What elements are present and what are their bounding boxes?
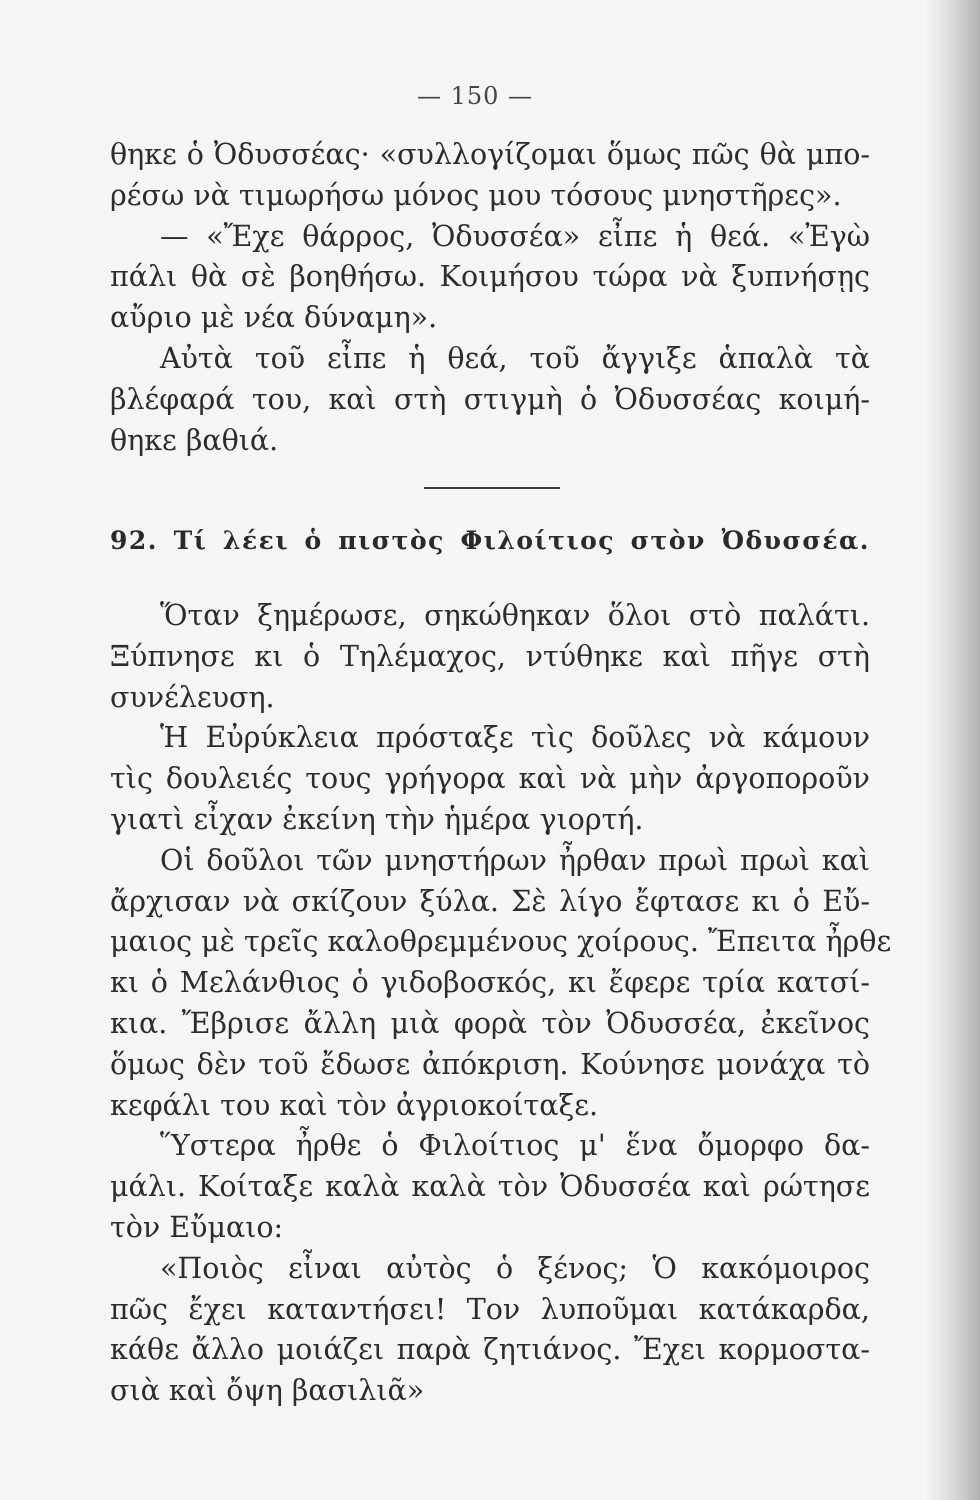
section-divider: [424, 487, 560, 489]
text-line: κια. Ἔβρισε ἄλλη μιὰ φορὰ τὸν Ὀδυσσέα, ἐκεῖνος: [110, 1006, 870, 1040]
text-line: μάλι. Κοίταξε καλὰ καλὰ τὸν Ὀδυσσέα καὶ ρώτησε: [110, 1170, 870, 1204]
text-line: ἄρχισαν νὰ σκίζουν ξύλα. Σὲ λίγο ἔφτασε κι ὁ Εὔ-: [110, 884, 870, 918]
text-line: — «Ἔχε θάρρος, Ὀδυσσέα» εἶπε ἡ θεά. «Ἐγὼ: [160, 219, 870, 253]
text-line: Αὐτὰ τοῦ εἶπε ἡ θεά, τοῦ ἄγγιξε ἁπαλὰ τὰ: [160, 341, 870, 375]
text-line: κάθε ἄλλο μοιάζει παρὰ ζητιάνος. Ἔχει κορμοστα-: [110, 1333, 870, 1367]
text-line: «Ποιὸς εἶναι αὐτὸς ὁ ξένος; Ὁ κακόμοιρος: [160, 1251, 870, 1285]
text-line: ὅμως δὲν τοῦ ἔδωσε ἀπόκριση. Κούνησε μονάχα τὸ: [110, 1047, 870, 1081]
text-line: πάλι θὰ σὲ βοηθήσω. Κοιμήσου τώρα νὰ ξυπνήσῃς: [110, 260, 870, 294]
text-line: συνέλευση.: [110, 680, 275, 714]
text-line: ρέσω νὰ τιμωρήσω μόνος μου τόσους μνηστῆρες».: [110, 178, 842, 212]
text-line: πῶς ἔχει καταντήσει! Τον λυποῦμαι κατάκαρδα,: [110, 1292, 870, 1326]
page-number: — 150 —: [416, 82, 534, 110]
text-block-bottom: [110, 596, 892, 1412]
text-block-top: [110, 135, 870, 461]
text-line: θηκε βαθιά.: [110, 423, 279, 457]
text-line: γιατὶ εἶχαν ἐκείνη τὴν ἡμέρα γιορτή.: [110, 802, 644, 836]
text-line: κι ὁ Μελάνθιος ὁ γιδοβοσκός, κι ἔφερε τρία κατσί-: [110, 966, 870, 1000]
section-heading: 92. Τί λέει ὁ πιστὸς Φιλοίτιος στὸν Ὀδυσσέα.: [110, 526, 870, 555]
text-line: Ὕστερα ἦρθε ὁ Φιλοίτιος μ' ἕνα ὄμορφο δα-: [160, 1129, 870, 1163]
text-line: θηκε ὁ Ὀδυσσέας· «συλλογίζομαι ὅμως πῶς θὰ μπο-: [110, 138, 870, 171]
text-line: μαιος μὲ τρεῖς καλοθρεμμένους χοίρους. Ἔπειτα ἦρθε: [110, 925, 892, 959]
text-line: αὔριο μὲ νέα δύναμη».: [110, 301, 438, 335]
text-line: βλέφαρά του, καὶ στὴ στιγμὴ ὁ Ὀδυσσέας κοιμή-: [110, 382, 870, 416]
text-line: κεφάλι του καὶ τὸν ἀγριοκοίταξε.: [110, 1088, 599, 1122]
text-line: σιὰ καὶ ὄψη βασιλιᾶ»: [110, 1374, 425, 1408]
text-line: Ἡ Εὐρύκλεια πρόσταξε τὶς δοῦλες νὰ κάμουν: [160, 721, 870, 755]
text-line: Ὅταν ξημέρωσε, σηκώθηκαν ὅλοι στὸ παλάτι.: [160, 599, 870, 632]
text-line: Ξύπνησε κι ὁ Τηλέμαχος, ντύθηκε καὶ πῆγε στὴ: [110, 639, 870, 673]
text-line: τὸν Εὔμαιο:: [110, 1210, 284, 1244]
text-line: Οἱ δοῦλοι τῶν μνηστήρων ἦρθαν πρωὶ πρωὶ καὶ: [160, 843, 870, 877]
text-line: τὶς δουλειές τους γρήγορα καὶ νὰ μὴν ἀργοποροῦν: [110, 762, 870, 796]
